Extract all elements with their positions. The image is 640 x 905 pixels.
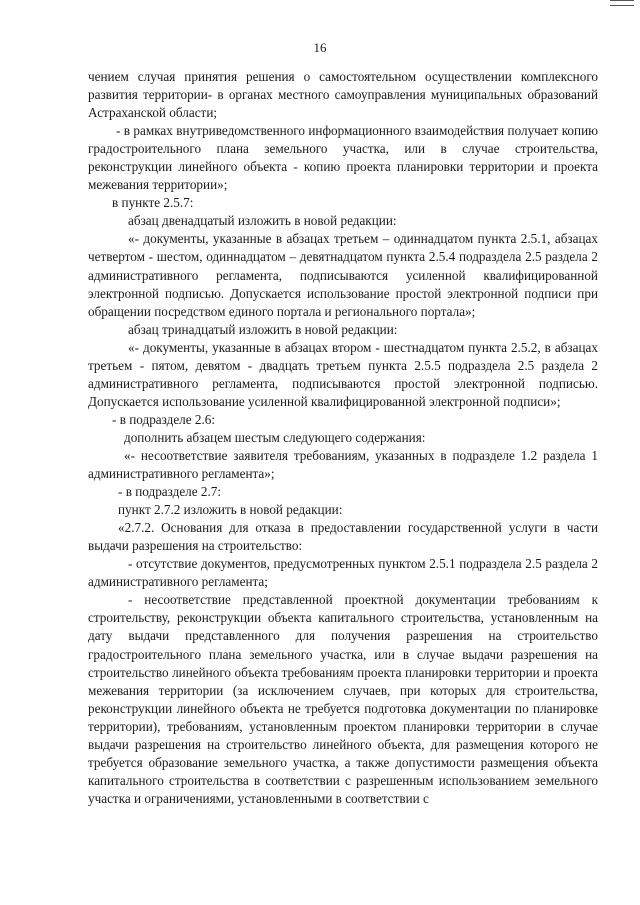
paragraph-add-sixth-abzac: дополнить абзацем шестым следующего содержания:	[124, 429, 426, 445]
paragraph-clause-2-5-7: в пункте 2.5.7:	[112, 195, 194, 211]
paragraph-subsection-2-6: - в подразделе 2.6:	[112, 411, 216, 427]
paragraph-continuation: чением случая принятия решения о самостоятельном осуществлении комплексного развития территории- в органах местного самоуправления муниципальных образований Астраханской области;	[88, 69, 598, 121]
paragraph-missing-documents: - отсутствие документов, предусмотренных пунктом 2.5.1 подраздела 2.5 раздела 2 административного регламента;	[88, 556, 598, 590]
paragraph-interaction: - в рамках внутриведомственного информационного взаимодействия получает копию градостроительного плана земельного участка, или в случае строительства, реконструкции линейного объекта - копию проекта планировки территории и проекта межевания территории»;	[88, 123, 598, 193]
paragraph-clause-2-7-2: пункт 2.7.2 изложить в новой редакции:	[118, 502, 343, 518]
paragraph-documents-2-5-1: «- документы, указанные в абзацах третьем – одиннадцатом пункта 2.5.1, абзацах четвертом - шестом, одиннадцатом – девятнадцатом пункта 2.5.4 подраздела 2.5 раздела 2 административного регламента, подписываются усиленной квалифицированной электронной подписью. Допускается использование простой электронной подписи при обращении посредством единого портала и регионального портала»;	[88, 231, 598, 319]
paragraph-subsection-2-7: - в подразделе 2.7:	[118, 484, 222, 500]
paragraph-twelfth-abzac: абзац двенадцатый изложить в новой редакции:	[128, 213, 397, 229]
paragraph-documents-2-5-2: «- документы, указанные в абзацах втором - шестнадцатом пункта 2.5.2, в абзацах третьем - пятом, девятом - двадцать третьем пункта 2.5.5 подраздела 2.5 раздела 2 административного регламента, подписываются простой электронной подписью. Допускается использование усиленной квалифицированной электронной подписи»;	[88, 339, 598, 409]
paragraph-applicant-mismatch: «- несоответствие заявителя требованиям, указанных в подразделе 1.2 раздела 1 административного регламента»;	[88, 447, 598, 482]
paragraph-refusal-grounds: «2.7.2. Основания для отказа в предоставлении государственной услуги в части выдачи разрешения на строительство:	[88, 520, 598, 554]
page-number: 16	[313, 40, 327, 55]
document-body	[88, 68, 598, 808]
paragraph-design-mismatch: - несоответствие представленной проектной документации требованиям к строительству, реконструкции объекта капитального строительства, установленным на дату выдачи представленного для получения разрешения на строительство градостроительного плана земельного участка, или в случае выдачи разрешения на строительство линейного объекта требованиям проекта планировки территории и проекта межевания территории (за исключением случаев, при которых для строительства, реконструкции линейного объекта не требуется подготовка документации по планировке территории), требованиям, установленным проектом планировки территории в случае выдачи разрешения на строительство линейного объекта, для размещения которого не требуется образование земельного участка, а также допустимости размещения объекта капитального строительства в соответствии с разрешенным использованием земельного участка и ограничениями, установленными в соответствии с	[88, 592, 598, 806]
scan-corner-mark	[610, 0, 634, 6]
paragraph-thirteenth-abzac: абзац тринадцатый изложить в новой редакции:	[128, 321, 398, 337]
